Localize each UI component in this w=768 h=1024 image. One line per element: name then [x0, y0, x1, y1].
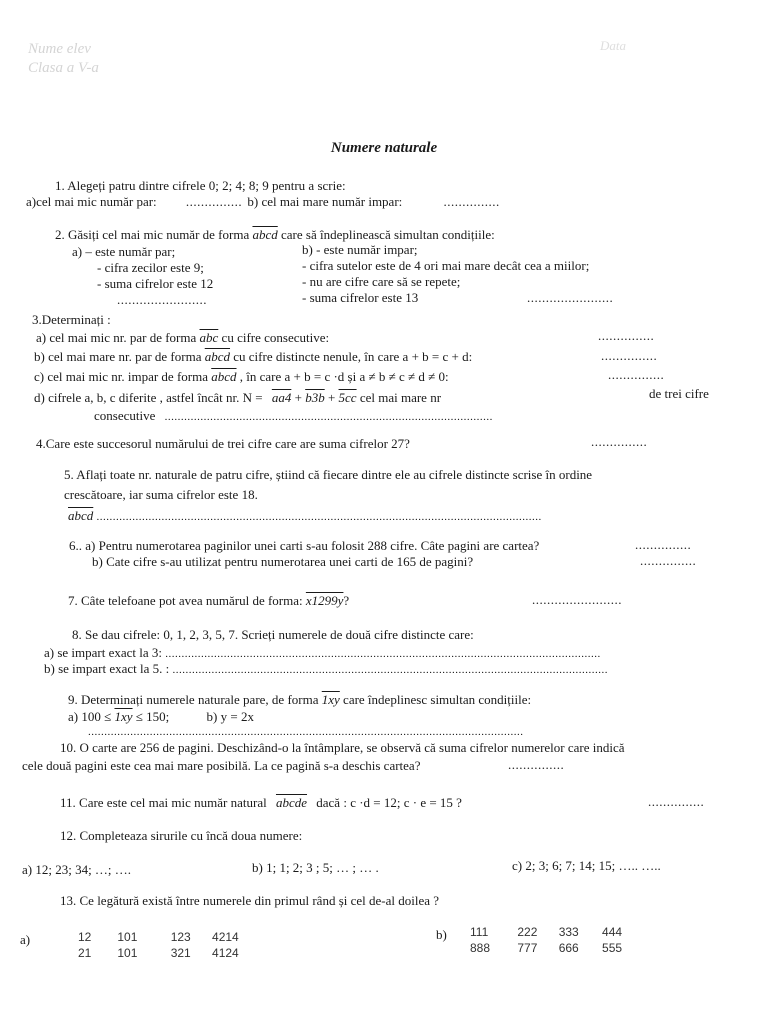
q13-a-r2-c1: 21	[78, 946, 92, 960]
q3-d	[34, 390, 441, 406]
q1-a-text: a)cel mai mic număr par:	[26, 194, 157, 209]
q13-b-r1-c1: 111	[470, 925, 489, 939]
q13-b-r1-c2: 222	[517, 925, 538, 939]
q9-a-pre: a) 100 ≤	[68, 709, 112, 724]
q9-a-form: 1xy	[114, 709, 133, 724]
q13-b-row1	[470, 924, 622, 940]
q12-text: 12. Completeaza sirurile cu încă doua numere:	[60, 828, 303, 843]
q4-dots: ...............	[591, 434, 648, 449]
q2-b-head: b) - este număr impar;	[302, 242, 418, 257]
q1-a-dots: ...............	[185, 194, 243, 209]
q13-b-r1-c3: 333	[558, 925, 579, 939]
q12-c: c) 2; 3; 6; 7; 14; 15; ….. …..	[512, 858, 661, 873]
q2-intro-pre: 2. Găsiți cel mai mic număr de forma	[55, 227, 250, 242]
q2-b-dots: .......................	[527, 290, 614, 305]
q13-b-label: b)	[436, 927, 447, 942]
q13-a-r1-c3: 123	[170, 930, 191, 944]
q13-b-r1-c4: 444	[602, 925, 623, 939]
q6-b-dots: ...............	[640, 553, 697, 568]
q8-a	[44, 645, 601, 662]
q3-d-line2	[94, 408, 493, 425]
q3-d-l2: consecutive	[94, 408, 156, 423]
q2-b-l2: - cifra sutelor este de 4 ori mai mare decât cea a miilor;	[302, 258, 590, 273]
q11-dots: ...............	[648, 794, 705, 809]
q1-intro: 1. Alegeți patru dintre cifrele 0; 2; 4; 8; 9 pentru a scrie:	[55, 178, 346, 193]
q2-intro	[55, 227, 495, 243]
q12-a: a) 12; 23; 34; …; ….	[22, 862, 132, 877]
q2-b-l4: - suma cifrelor este 13	[302, 290, 419, 305]
q7-dots: ........................	[532, 592, 622, 607]
q3-a-form: $\overline{abc}$	[199, 330, 219, 345]
q8-b	[44, 661, 608, 678]
q8-intro: 8. Se dau cifrele: 0, 1, 2, 3, 5, 7. Scrieți numerele de două cifre distincte care:	[72, 627, 474, 642]
q13-a-r2-c4: 4124	[212, 946, 239, 960]
q3-b-post: cu cifre distincte nenule, în care a + b = c + d:	[233, 349, 473, 364]
q7-post: ?	[343, 593, 350, 608]
q13-b-r2-c2: 777	[517, 941, 538, 955]
q3-c-post: , în care a + b = c ·d și a ≠ b ≠ c ≠ d ≠ 0:	[239, 369, 449, 384]
q11-form: abcde	[275, 795, 308, 810]
q3-c-dots: ...............	[608, 367, 665, 382]
q9-pre: 9. Determinați numerele naturale pare, de forma	[68, 692, 319, 707]
q9-post: care îndeplinesc simultan condițiile:	[343, 692, 532, 707]
q3-title: 3.Determinați :	[32, 312, 111, 327]
q13-a-row2	[78, 945, 239, 961]
q3-b	[34, 349, 472, 365]
faint-header-line1: Nume elev	[28, 41, 91, 57]
q8-a-dots: ......................................................................................................................................	[165, 648, 601, 660]
q6-a: 6.. a) Pentru numerotarea paginilor unei carti s-au folosit 288 cifre. Câte pagini are cartea?	[69, 538, 540, 553]
q11-post: dacă : c ·d = 12; c · e = 15 ?	[316, 795, 462, 810]
q13-a-r2-c3: 321	[170, 946, 191, 960]
q6-b: b) Cate cifre s-au utilizat pentru numerotarea unei carti de 165 de pagini?	[92, 554, 474, 569]
q9-form: 1xy	[321, 692, 340, 707]
q2-b-l3: - nu are cifre care să se repete;	[302, 274, 461, 289]
q5-l1: 5. Aflați toate nr. naturale de patru cifre, știind că fiecare dintre ele au cifrele distincte scrise în ordine	[64, 467, 593, 482]
q3-a-dots: ...............	[598, 328, 655, 343]
q3-d-dots: .....................................................................................................	[164, 411, 493, 423]
q3-d-plus2: +	[327, 390, 336, 405]
faint-header	[28, 40, 99, 78]
q3-d-term1: aa4	[271, 390, 292, 405]
q8-a-text: a) se impart exact la 3:	[44, 645, 163, 660]
q2-a-l3: - suma cifrelor este 12	[97, 276, 214, 291]
q13-a-r1-c4: 4214	[212, 930, 239, 944]
q13-b-r2-c3: 666	[558, 941, 579, 955]
q3-d-pre: d) cifrele a, b, c diferite , astfel încât nr. N =	[34, 390, 263, 405]
q2-a-dots: ........................	[117, 292, 207, 307]
q3-a	[36, 330, 329, 346]
q13-b-r2-c4: 555	[602, 941, 623, 955]
q3-c-pre: c) cel mai mic nr. impar de forma	[34, 369, 208, 384]
q5-form: abcd	[68, 508, 94, 523]
q3-d-term3: 5cc	[338, 390, 357, 405]
q13-a-r2-c2: 101	[117, 946, 138, 960]
q2-intro-form: abcd	[252, 227, 278, 242]
q9-intro	[68, 692, 531, 708]
q2-intro-post: care să îndeplinească simultan condițiile:	[281, 227, 495, 242]
q3-c	[34, 369, 449, 385]
q5-answer	[68, 508, 542, 525]
q9-a	[68, 709, 254, 725]
q1-b-text: b) cel mai mare număr impar:	[247, 194, 403, 209]
faint-header-line2: Clasa a V-a	[28, 60, 99, 76]
q2-a-head: a) – este număr par;	[72, 244, 176, 259]
q2-a-l2: - cifra zecilor este 9;	[97, 260, 204, 275]
q9-a-post: ≤ 150;	[135, 709, 170, 724]
q3-c-form: abcd	[211, 369, 237, 384]
q3-d-plus1: +	[294, 390, 302, 405]
q13-text: 13. Ce legătură există între numerele din primul rând și cel de-al doilea ?	[60, 893, 440, 908]
q3-a-pre: a) cel mai mic nr. par de forma	[36, 330, 197, 345]
q1-b-dots: ...............	[443, 194, 500, 209]
q9-dots: ......................................................................................................................................	[88, 726, 524, 738]
q8-b-text: b) se impart exact la 5. :	[44, 661, 170, 676]
q10-l1: 10. O carte are 256 de pagini. Deschizând-o la întâmplare, se observă că suma cifrelor numerelor care indică	[60, 740, 625, 755]
q3-b-pre: b) cel mai mare nr. par de forma	[34, 349, 202, 364]
q13-a-r1-c1: 12	[78, 930, 92, 944]
q5-l2: crescătoare, iar suma cifrelor este 18.	[64, 487, 258, 502]
q3-b-form: abcd	[204, 349, 231, 364]
page-title: Numere naturale	[330, 140, 438, 156]
q3-b-dots: ...............	[601, 348, 658, 363]
q7-pre: 7. Câte telefoane pot avea numărul de forma:	[68, 593, 303, 608]
q7-form: x1299y	[305, 593, 344, 608]
q13-b-r2-c1: 888	[470, 941, 491, 955]
q13-a-r1-c2: 101	[117, 930, 138, 944]
q8-b-dots: ......................................................................................................................................	[172, 664, 609, 676]
q12-b: b) 1; 1; 2; 3 ; 5; … ; … .	[252, 860, 379, 875]
faint-header-right: Data	[600, 38, 626, 53]
q3-d-post: cel mai mare nr	[359, 390, 442, 405]
q10-dots: ...............	[508, 757, 565, 772]
q4-text: 4.Care este succesorul numărului de trei cifre care are suma cifrelor 27?	[36, 436, 410, 451]
q10-l2: cele două pagini este cea mai mare posibilă. La ce pagină s-a deschis cartea?	[22, 758, 421, 773]
q11-text	[60, 795, 462, 811]
q3-d-tail: de trei cifre	[649, 386, 709, 401]
q13-b-row2	[470, 940, 622, 956]
q5-dots: .........................................................................................................................................	[96, 511, 542, 523]
q6-a-dots: ...............	[635, 537, 692, 552]
q1-a	[26, 194, 500, 210]
q13-a-row1	[78, 929, 239, 945]
q11-pre: 11. Care este cel mai mic număr natural	[60, 795, 267, 810]
q13-a-label: a)	[20, 932, 31, 947]
q9-b: b) y = 2x	[206, 709, 254, 724]
q7-text	[68, 593, 349, 609]
q3-a-post: cu cifre consecutive:	[221, 330, 330, 345]
q3-d-term2: b3b	[305, 390, 325, 405]
